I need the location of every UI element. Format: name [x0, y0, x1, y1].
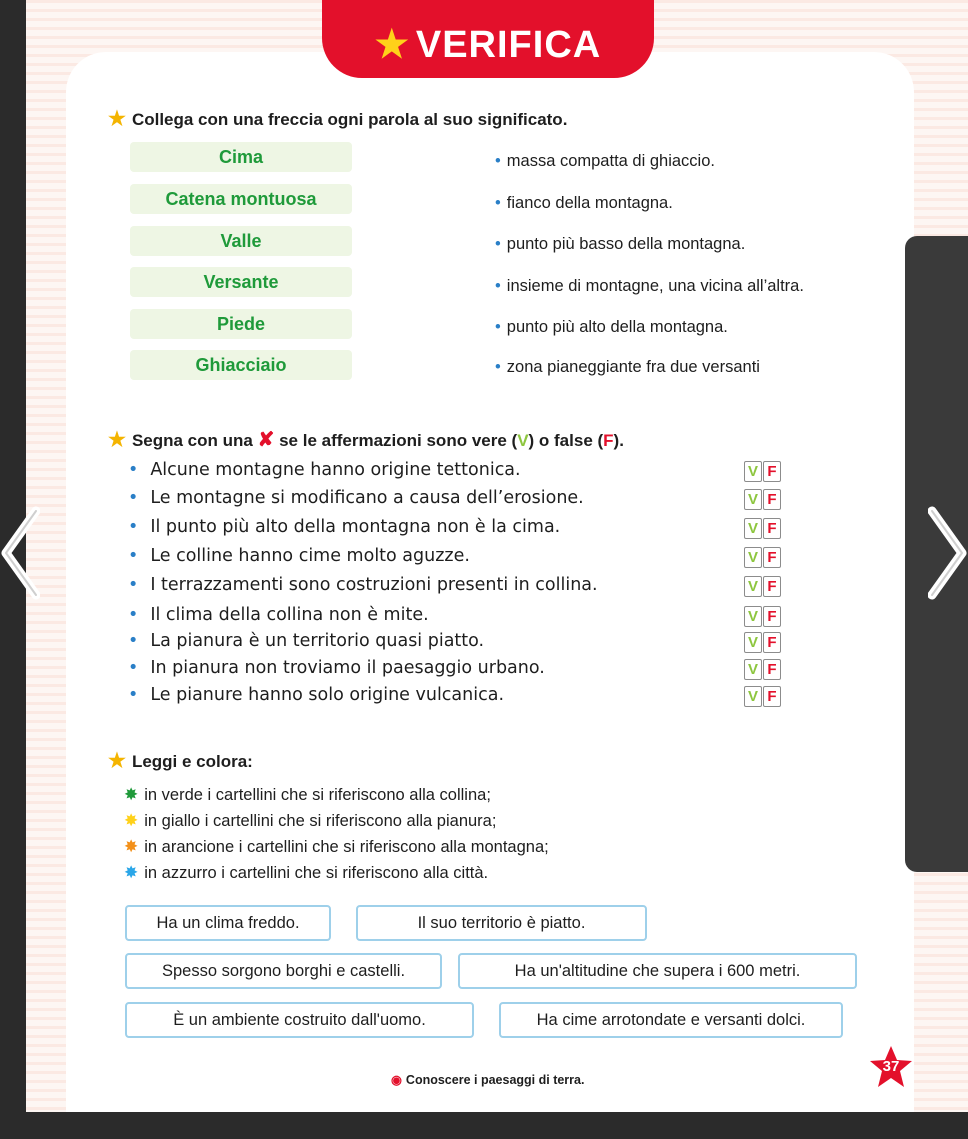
orange-burst-icon: ✸: [124, 837, 139, 856]
bullet-icon: •: [495, 152, 501, 170]
true-false-boxes: [744, 489, 782, 510]
verifica-banner: [322, 0, 654, 78]
meaning-item: • fianco della montagna.: [495, 194, 673, 212]
color-card[interactable]: È un ambiente costruito dall'uomo.: [125, 1002, 474, 1038]
false-checkbox[interactable]: F: [763, 489, 781, 510]
false-checkbox[interactable]: F: [763, 606, 781, 627]
color-card[interactable]: Ha un'altitudine che supera i 600 metri.: [458, 953, 857, 989]
true-false-boxes: [744, 659, 782, 680]
word-box: Cima: [130, 142, 352, 172]
footer: ◉ Conoscere i paesaggi di terra.: [391, 1073, 585, 1087]
bullet-icon: •: [128, 631, 139, 651]
star-icon: ★: [374, 24, 410, 66]
true-false-boxes: [744, 547, 782, 568]
bullet-icon: •: [495, 358, 501, 376]
bullet-icon: •: [128, 460, 139, 480]
statement-item: • I terrazzamenti sono costruzioni presenti in collina.: [128, 575, 598, 595]
bullet-icon: •: [128, 517, 139, 537]
page-number-badge: [868, 1045, 914, 1089]
statement-item: • Alcune montagne hanno origine tettonica.: [128, 460, 521, 480]
target-icon: ◉: [391, 1073, 402, 1087]
legend-item-yellow: ✸ in giallo i cartellini che si riferiscono alla pianura;: [124, 811, 497, 830]
bullet-icon: •: [495, 318, 501, 336]
color-card[interactable]: Ha cime arrotondate e versanti dolci.: [499, 1002, 843, 1038]
yellow-burst-icon: ✸: [124, 811, 139, 830]
star-icon: ★: [108, 429, 126, 451]
statement-item: • Il clima della collina non è mite.: [128, 605, 429, 625]
bullet-icon: •: [495, 235, 501, 253]
false-checkbox[interactable]: F: [763, 576, 781, 597]
true-checkbox[interactable]: V: [744, 576, 762, 597]
viewer-bottom-bar: [0, 1112, 968, 1139]
word-box: Ghiacciaio: [130, 350, 352, 380]
word-box: Valle: [130, 226, 352, 256]
word-box: Piede: [130, 309, 352, 339]
false-checkbox[interactable]: F: [763, 547, 781, 568]
true-checkbox[interactable]: V: [744, 518, 762, 539]
bullet-icon: •: [128, 546, 139, 566]
exercise1-instruction: ★ Collega con una freccia ogni parola al suo significato.: [108, 108, 568, 130]
statement-item: • In pianura non troviamo il paesaggio urbano.: [128, 658, 545, 678]
color-card[interactable]: Spesso sorgono borghi e castelli.: [125, 953, 442, 989]
color-card[interactable]: Il suo territorio è piatto.: [356, 905, 647, 941]
star-icon: ★: [108, 750, 126, 772]
next-page-button[interactable]: [928, 505, 968, 601]
bullet-icon: •: [128, 488, 139, 508]
statement-item: • Le colline hanno cime molto aguzze.: [128, 546, 470, 566]
bullet-icon: •: [128, 575, 139, 595]
true-checkbox[interactable]: V: [744, 489, 762, 510]
bullet-icon: •: [495, 194, 501, 212]
statement-item: • Le pianure hanno solo origine vulcanica.: [128, 685, 505, 705]
page-number: 37: [882, 1058, 900, 1075]
statement-item: • Le montagne si modificano a causa dell’erosione.: [128, 488, 584, 508]
legend-item-blue: ✸ in azzurro i cartellini che si riferiscono alla città.: [124, 863, 489, 882]
bullet-icon: •: [128, 685, 139, 705]
false-checkbox[interactable]: F: [763, 461, 781, 482]
legend-item-green: ✸ in verde i cartellini che si riferiscono alla collina;: [124, 785, 491, 804]
color-card[interactable]: Ha un clima freddo.: [125, 905, 331, 941]
exercise2-instruction: ★ Segna con una ✘ se le affermazioni sono vere (V) o false (F).: [108, 429, 624, 451]
prev-page-button[interactable]: [0, 505, 40, 601]
true-false-boxes: [744, 461, 782, 482]
true-false-boxes: [744, 632, 782, 653]
meaning-item: • massa compatta di ghiaccio.: [495, 152, 715, 170]
word-box: Catena montuosa: [130, 184, 352, 214]
meaning-item: • punto più alto della montagna.: [495, 318, 728, 336]
false-checkbox[interactable]: F: [763, 518, 781, 539]
chevron-right-icon: [928, 505, 968, 601]
meaning-item: • zona pianeggiante fra due versanti: [495, 358, 760, 376]
true-checkbox[interactable]: V: [744, 606, 762, 627]
false-checkbox[interactable]: F: [763, 659, 781, 680]
true-false-boxes: [744, 606, 782, 627]
true-checkbox[interactable]: V: [744, 547, 762, 568]
exercise3-instruction: ★ Leggi e colora:: [108, 750, 253, 772]
false-checkbox[interactable]: F: [763, 632, 781, 653]
bullet-icon: •: [128, 605, 139, 625]
statement-item: • Il punto più alto della montagna non è la cima.: [128, 517, 561, 537]
chevron-left-icon: [0, 505, 40, 601]
true-checkbox[interactable]: V: [744, 659, 762, 680]
true-false-boxes: [744, 518, 782, 539]
legend-item-orange: ✸ in arancione i cartellini che si riferiscono alla montagna;: [124, 837, 549, 856]
green-burst-icon: ✸: [124, 785, 139, 804]
true-checkbox[interactable]: V: [744, 686, 762, 707]
true-false-boxes: [744, 686, 782, 707]
false-checkbox[interactable]: F: [763, 686, 781, 707]
true-false-boxes: [744, 576, 782, 597]
bullet-icon: •: [495, 277, 501, 295]
cross-icon: ✘: [257, 429, 275, 451]
true-checkbox[interactable]: V: [744, 461, 762, 482]
banner-title: VERIFICA: [415, 24, 602, 66]
statement-item: • La pianura è un territorio quasi piatto.: [128, 631, 485, 651]
true-checkbox[interactable]: V: [744, 632, 762, 653]
star-icon: ★: [108, 108, 126, 130]
blue-burst-icon: ✸: [124, 863, 139, 882]
bullet-icon: •: [128, 658, 139, 678]
word-box: Versante: [130, 267, 352, 297]
meaning-item: • insieme di montagne, una vicina all’altra.: [495, 277, 804, 295]
meaning-item: • punto più basso della montagna.: [495, 235, 746, 253]
